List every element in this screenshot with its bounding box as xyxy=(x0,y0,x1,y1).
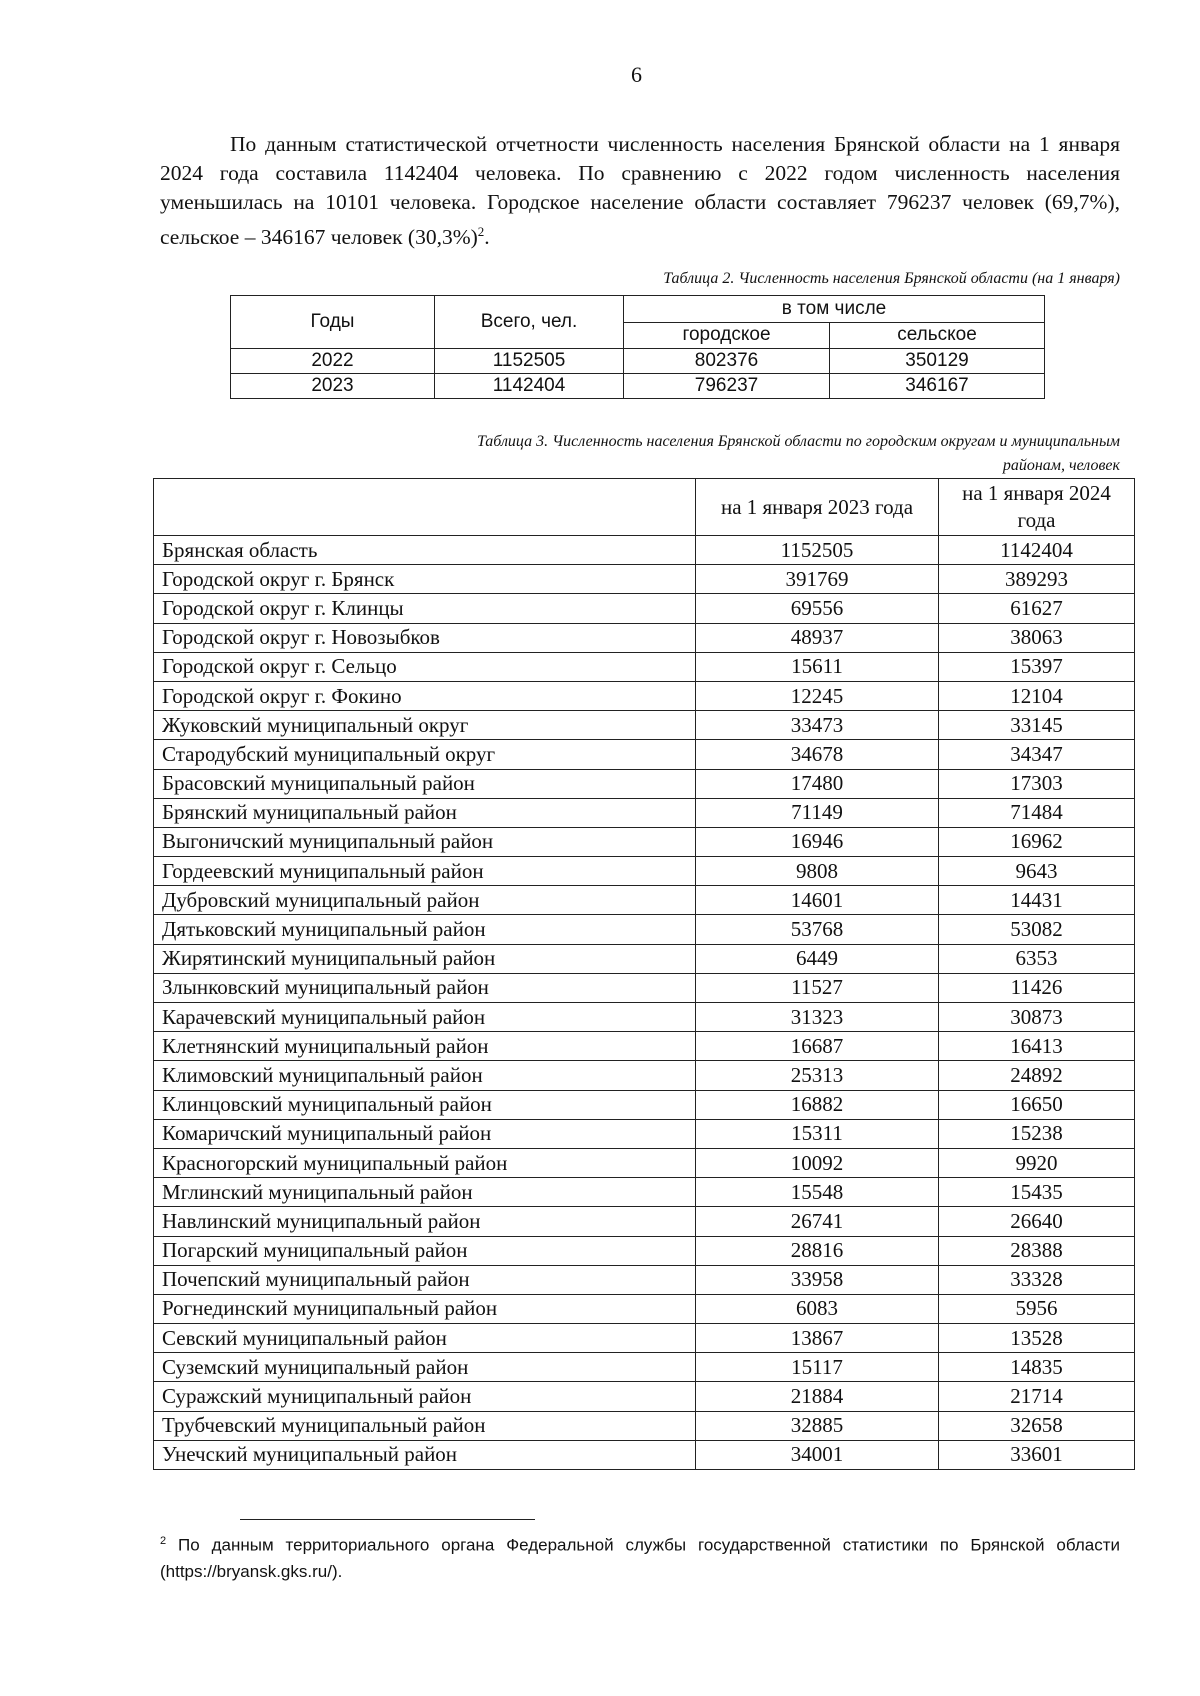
table3-cell-name: Брянский муниципальный район xyxy=(154,798,696,827)
table3-cell-2023: 17480 xyxy=(696,769,939,798)
table2-cell-rural: 350129 xyxy=(830,349,1045,374)
table3-cell-2023: 10092 xyxy=(696,1148,939,1177)
table2-cell-total: 1152505 xyxy=(435,349,624,374)
table3-cell-name: Городской округ г. Клинцы xyxy=(154,594,696,623)
table3-cell-2024: 33145 xyxy=(939,711,1135,740)
footnote-text: По данным территориального органа Федеральной службы государственной статистики по Брянской области (https://bryansk.gks.ru/). xyxy=(160,1535,1120,1581)
table3-row xyxy=(154,1090,1135,1119)
table3-cell-2024: 14835 xyxy=(939,1353,1135,1382)
table2-cell-year: 2023 xyxy=(231,374,435,399)
table3-cell-2023: 11527 xyxy=(696,973,939,1002)
table3-cell-name: Навлинский муниципальный район xyxy=(154,1207,696,1236)
footnote-marker: 2 xyxy=(160,1535,167,1547)
table3-cell-name: Городской округ г. Сельцо xyxy=(154,652,696,681)
table3-cell-name: Мглинский муниципальный район xyxy=(154,1178,696,1207)
table3-cell-name: Почепский муниципальный район xyxy=(154,1265,696,1294)
table2-cell-urban: 802376 xyxy=(624,349,830,374)
page-number: 6 xyxy=(631,62,642,87)
table3-row xyxy=(154,1353,1135,1382)
table3-cell-2023: 34001 xyxy=(696,1440,939,1469)
table3-cell-2023: 15311 xyxy=(696,1119,939,1148)
footnote xyxy=(160,1528,1120,1585)
table3-cell-2024: 24892 xyxy=(939,1061,1135,1090)
table3-cell-name: Рогнединский муниципальный район xyxy=(154,1294,696,1323)
table3-cell-2024: 9920 xyxy=(939,1148,1135,1177)
table3-caption xyxy=(200,430,1120,478)
table3-cell-2024: 5956 xyxy=(939,1294,1135,1323)
table3-caption-line2: районам, человек xyxy=(1002,457,1120,474)
table3-cell-2023: 32885 xyxy=(696,1411,939,1440)
table3-row xyxy=(154,1294,1135,1323)
table3-row xyxy=(154,857,1135,886)
table2-caption: Таблица 2. Численность населения Брянской области (на 1 января) xyxy=(663,270,1120,287)
table3-cell-name: Комаричский муниципальный район xyxy=(154,1119,696,1148)
table3-row xyxy=(154,740,1135,769)
table3-cell-2024: 61627 xyxy=(939,594,1135,623)
table3-cell-2024: 17303 xyxy=(939,769,1135,798)
table3-cell-2023: 16882 xyxy=(696,1090,939,1119)
table3-cell-name: Брянская область xyxy=(154,536,696,565)
intro-paragraph xyxy=(160,130,1120,252)
table3-cell-2023: 9808 xyxy=(696,857,939,886)
table3-row xyxy=(154,1119,1135,1148)
table3-row xyxy=(154,1411,1135,1440)
table3-row xyxy=(154,798,1135,827)
table3-cell-2024: 71484 xyxy=(939,798,1135,827)
footnote-separator xyxy=(240,1519,535,1520)
table3-cell-2024: 11426 xyxy=(939,973,1135,1002)
table3-cell-2024: 28388 xyxy=(939,1236,1135,1265)
table3-cell-2023: 33473 xyxy=(696,711,939,740)
table2-cell-total: 1142404 xyxy=(435,374,624,399)
table2-header-urban: городское xyxy=(624,322,830,349)
table3-cell-2024: 21714 xyxy=(939,1382,1135,1411)
table2-row xyxy=(231,374,1045,399)
table3-cell-2024: 1142404 xyxy=(939,536,1135,565)
table3-row xyxy=(154,1003,1135,1032)
table3-cell-name: Суземский муниципальный район xyxy=(154,1353,696,1382)
table3-cell-2023: 53768 xyxy=(696,915,939,944)
table3-cell-name: Выгоничский муниципальный район xyxy=(154,827,696,856)
table3-row xyxy=(154,623,1135,652)
table3-cell-name: Трубчевский муниципальный район xyxy=(154,1411,696,1440)
table2-header-total: Всего, чел. xyxy=(435,296,624,349)
table3-row xyxy=(154,565,1135,594)
table3-cell-name: Суражский муниципальный район xyxy=(154,1382,696,1411)
table3-cell-name: Дятьковский муниципальный район xyxy=(154,915,696,944)
table3-row xyxy=(154,1265,1135,1294)
table3-cell-name: Городской округ г. Брянск xyxy=(154,565,696,594)
table3-header-2023: на 1 января 2023 года xyxy=(696,479,939,536)
table3-cell-name: Клетнянский муниципальный район xyxy=(154,1032,696,1061)
table3-cell-2024: 33328 xyxy=(939,1265,1135,1294)
table3-cell-2024: 33601 xyxy=(939,1440,1135,1469)
table3-cell-2024: 32658 xyxy=(939,1411,1135,1440)
table3-cell-name: Карачевский муниципальный район xyxy=(154,1003,696,1032)
table3-cell-2023: 25313 xyxy=(696,1061,939,1090)
table3-row xyxy=(154,1061,1135,1090)
table3-cell-name: Красногорский муниципальный район xyxy=(154,1148,696,1177)
table3-cell-2023: 1152505 xyxy=(696,536,939,565)
table3-cell-2023: 33958 xyxy=(696,1265,939,1294)
table3-cell-name: Севский муниципальный район xyxy=(154,1324,696,1353)
table3-row xyxy=(154,711,1135,740)
table3-row xyxy=(154,652,1135,681)
table3-cell-name: Городской округ г. Новозыбков xyxy=(154,623,696,652)
table3-cell-name: Стародубский муниципальный округ xyxy=(154,740,696,769)
table3-cell-name: Климовский муниципальный район xyxy=(154,1061,696,1090)
table3-row xyxy=(154,915,1135,944)
table3-cell-name: Погарский муниципальный район xyxy=(154,1236,696,1265)
table2-cell-urban: 796237 xyxy=(624,374,830,399)
table3-cell-2024: 9643 xyxy=(939,857,1135,886)
table3-row xyxy=(154,681,1135,710)
table3-row xyxy=(154,769,1135,798)
table3-row xyxy=(154,1032,1135,1061)
table3-cell-2024: 389293 xyxy=(939,565,1135,594)
table3-cell-2024: 15397 xyxy=(939,652,1135,681)
table3-cell-name: Гордеевский муниципальный район xyxy=(154,857,696,886)
table3-row xyxy=(154,594,1135,623)
table2-header-including: в том числе xyxy=(624,296,1045,323)
table3-cell-name: Злынковский муниципальный район xyxy=(154,973,696,1002)
table3-cell-2024: 6353 xyxy=(939,944,1135,973)
table3-cell-name: Клинцовский муниципальный район xyxy=(154,1090,696,1119)
table3-cell-2023: 6083 xyxy=(696,1294,939,1323)
table3-cell-2024: 26640 xyxy=(939,1207,1135,1236)
table3-row xyxy=(154,1148,1135,1177)
table3-cell-2023: 12245 xyxy=(696,681,939,710)
table3-cell-2023: 71149 xyxy=(696,798,939,827)
table3-row xyxy=(154,1236,1135,1265)
table3-cell-2024: 30873 xyxy=(939,1003,1135,1032)
table3-header-row xyxy=(154,479,1135,536)
table3-row xyxy=(154,1207,1135,1236)
table3-cell-2023: 28816 xyxy=(696,1236,939,1265)
table3-row xyxy=(154,1440,1135,1469)
table2-header-row xyxy=(231,296,1045,323)
table3-row xyxy=(154,1324,1135,1353)
table2 xyxy=(230,295,1045,399)
table2-cell-rural: 346167 xyxy=(830,374,1045,399)
table3-cell-2023: 15548 xyxy=(696,1178,939,1207)
table3-row xyxy=(154,536,1135,565)
table3-cell-name: Дубровский муниципальный район xyxy=(154,886,696,915)
table3-header-2024: на 1 января 2024 года xyxy=(939,479,1135,536)
table3-cell-2023: 13867 xyxy=(696,1324,939,1353)
table3-row xyxy=(154,1178,1135,1207)
table3-cell-2023: 391769 xyxy=(696,565,939,594)
table3-cell-2024: 16650 xyxy=(939,1090,1135,1119)
table3-cell-2024: 14431 xyxy=(939,886,1135,915)
table3-cell-2023: 15611 xyxy=(696,652,939,681)
table3-cell-2024: 15435 xyxy=(939,1178,1135,1207)
table3-cell-2023: 16687 xyxy=(696,1032,939,1061)
table2-header-years: Годы xyxy=(231,296,435,349)
table3 xyxy=(153,478,1135,1470)
table3-row xyxy=(154,973,1135,1002)
table3-cell-2024: 16962 xyxy=(939,827,1135,856)
table2-row xyxy=(231,349,1045,374)
table3-cell-2024: 38063 xyxy=(939,623,1135,652)
table3-cell-2024: 53082 xyxy=(939,915,1135,944)
table3-cell-2023: 16946 xyxy=(696,827,939,856)
table3-cell-2023: 14601 xyxy=(696,886,939,915)
table3-cell-2024: 12104 xyxy=(939,681,1135,710)
table3-cell-2023: 26741 xyxy=(696,1207,939,1236)
table3-cell-2024: 15238 xyxy=(939,1119,1135,1148)
table3-row xyxy=(154,944,1135,973)
table2-header-rural: сельское xyxy=(830,322,1045,349)
table3-cell-name: Унечский муниципальный район xyxy=(154,1440,696,1469)
table3-cell-2023: 31323 xyxy=(696,1003,939,1032)
table3-cell-name: Жуковский муниципальный округ xyxy=(154,711,696,740)
intro-text: По данным статистической отчетности численность населения Брянской области на 1 января 2024 года составила 1142404 человека. По сравнению с 2022 годом численность населения уменьшилась на 10101 человека. Городское население области составляет 796237 человек (69,7%), сельское – 346167 человек (30,3%) xyxy=(160,132,1120,250)
table3-cell-name: Жирятинский муниципальный район xyxy=(154,944,696,973)
table3-cell-name: Брасовский муниципальный район xyxy=(154,769,696,798)
table3-caption-line1: Таблица 3. Численность населения Брянской области по городским округам и муниципальным xyxy=(476,433,1120,450)
footnote-ref: 2 xyxy=(477,224,485,239)
table3-cell-2023: 34678 xyxy=(696,740,939,769)
table3-cell-2023: 6449 xyxy=(696,944,939,973)
table3-cell-2023: 15117 xyxy=(696,1353,939,1382)
table3-cell-2023: 21884 xyxy=(696,1382,939,1411)
table3-cell-2024: 16413 xyxy=(939,1032,1135,1061)
table3-cell-2024: 34347 xyxy=(939,740,1135,769)
table3-cell-name: Городской округ г. Фокино xyxy=(154,681,696,710)
intro-end: . xyxy=(484,225,490,250)
table3-row xyxy=(154,1382,1135,1411)
table3-header-name xyxy=(154,479,696,536)
table3-row xyxy=(154,886,1135,915)
table3-cell-2023: 69556 xyxy=(696,594,939,623)
table3-cell-2024: 13528 xyxy=(939,1324,1135,1353)
table2-cell-year: 2022 xyxy=(231,349,435,374)
table3-row xyxy=(154,827,1135,856)
table3-cell-2023: 48937 xyxy=(696,623,939,652)
